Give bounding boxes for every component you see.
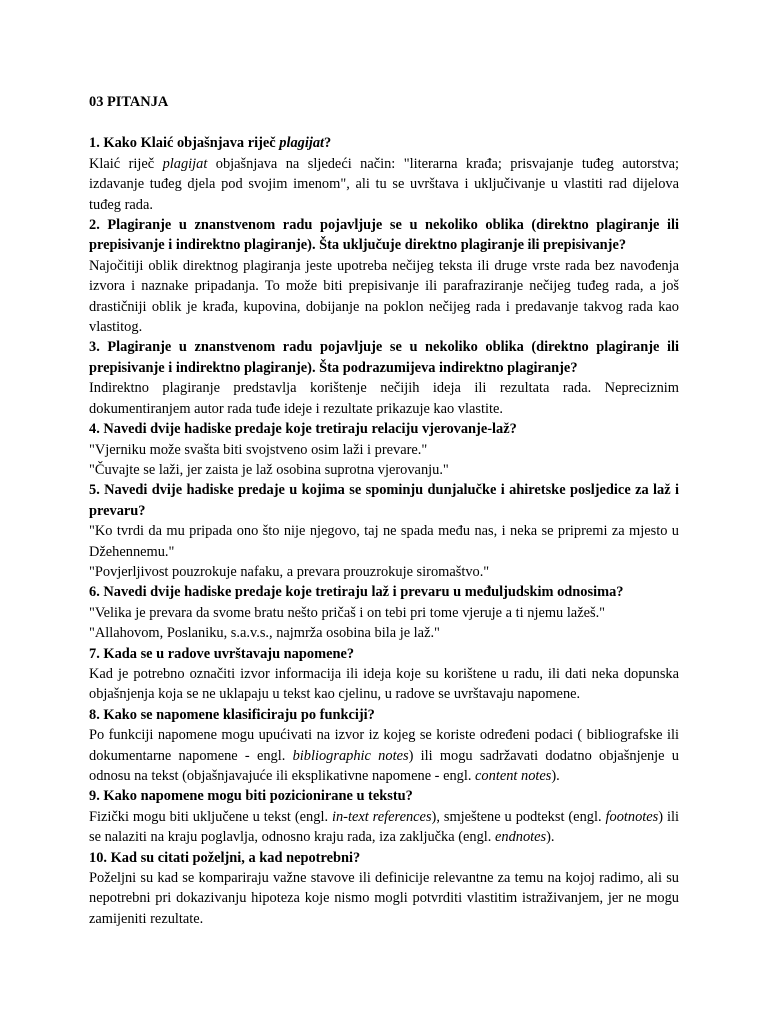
answer bbox=[89, 664, 679, 705]
question bbox=[89, 582, 679, 602]
text-run: "Čuvajte se laži, jer zaista je laž osobina suprotna vjerovanju." bbox=[89, 461, 449, 478]
text-run: 7. Kada se u radove uvrštavaju napomene? bbox=[89, 645, 355, 662]
text-run: Klaić riječ bbox=[89, 155, 163, 172]
answer bbox=[89, 460, 679, 480]
text-run: 6. Navedi dvije hadiske predaje koje tretiraju laž i prevaru u međuljudskim odnosima? bbox=[89, 584, 624, 601]
italic-term: plagijat bbox=[162, 155, 208, 172]
answer bbox=[89, 440, 679, 460]
question bbox=[89, 848, 679, 868]
italic-term: footnotes bbox=[605, 808, 659, 825]
text-run: ), smještene u podtekst (engl. bbox=[431, 808, 606, 825]
answer bbox=[89, 807, 679, 848]
document-body bbox=[89, 92, 679, 929]
text-run: Indirektno plagiranje predstavlja korištenje nečijih ideja ili rezultata rada. Nepreciznim dokumentiranjem autor rada tuđe ideje i rezultate prikazuje kao vlastite. bbox=[89, 380, 679, 417]
italic-term: bibliographic notes bbox=[292, 747, 409, 764]
text-run: objašnjava na sljedeći način: "literarna krađa; prisvajanje tuđeg autorstva; izdavanje tuđeg djela pod svojim imenom", ali tu se uvrštava i uključivanje u vlastiti rad dijelova tuđeg rada. bbox=[89, 155, 680, 213]
text-run: "Vjerniku može svašta biti svojstveno osim laži i prevare." bbox=[89, 441, 428, 458]
answer bbox=[89, 868, 679, 929]
text-run: ? bbox=[324, 135, 332, 152]
text-run: Fizički mogu biti uključene u tekst (engl. bbox=[89, 808, 332, 825]
italic-term: content notes bbox=[475, 768, 552, 784]
text-run: Poželjni su kad se kompariraju važne stavove ili definicije relevantne za temu na kojoj radimo, ali su nepotrebni pri dokazivanju hipoteza koje nismo mogli potvrditi vlastitim istraživanjem, jer ne mogu zamijeniti rezultate. bbox=[89, 870, 679, 927]
italic-term: plagijat bbox=[279, 135, 325, 152]
answer bbox=[89, 256, 679, 338]
italic-term: endnotes bbox=[494, 829, 547, 846]
question bbox=[89, 337, 679, 378]
answer bbox=[89, 562, 679, 582]
question bbox=[89, 419, 679, 439]
text-run: 5. Navedi dvije hadiske predaje u kojima se spominju dunjalučke i ahiretske posljedice za laž i prevaru? bbox=[89, 482, 679, 519]
question bbox=[89, 705, 679, 725]
question bbox=[89, 215, 679, 256]
question bbox=[89, 644, 679, 664]
text-run: ). bbox=[551, 768, 560, 784]
text-run: 9. Kako napomene mogu biti pozicionirane u tekstu? bbox=[89, 788, 413, 805]
text-run: Kad je potrebno označiti izvor informacija ili ideja koje su korištene u radu, ili dati neka dopunska objašnjenja koja se ne uklapaju u tekst kao cjelinu, u radove se uvrštavaju napomene. bbox=[89, 665, 679, 703]
text-run: 2. Plagiranje u znanstvenom radu pojavljuje se u nekoliko oblika (direktno plagiranje ili prepisivanje i indirektno plagiranje). Šta uključuje direktno plagiranje ili prepisivanje? bbox=[89, 217, 679, 254]
text-run: ). bbox=[546, 829, 555, 846]
answer bbox=[89, 603, 679, 623]
answer bbox=[89, 725, 679, 786]
text-run: Najočitiji oblik direktnog plagiranja jeste upotreba nečijeg teksta ili druge vrste rada bez navođenja izvora i naznake pripadanja. To može biti prepisivanje ili parafraziranje nečijeg tuđeg rada, a još drastičniji oblik je krađa, kupovina, dobijanje na poklon nečijeg rada i predavanje takvog rada kao vlastitog. bbox=[89, 257, 679, 336]
text-run: "Povjerljivost pouzrokuje nafaku, a prevara prouzrokuje siromaštvo." bbox=[89, 563, 490, 580]
question bbox=[89, 133, 679, 153]
question-list bbox=[89, 133, 679, 929]
answer bbox=[89, 154, 679, 215]
text-run: 4. Navedi dvije hadiske predaje koje tretiraju relaciju vjerovanje-laž? bbox=[89, 421, 517, 438]
answer bbox=[89, 521, 679, 562]
text-run: "Velika je prevara da svome bratu nešto pričaš i on tebi pri tome vjeruje a ti njemu lažeš." bbox=[89, 604, 606, 621]
text-run: ) ili se nalaziti na kraju poglavlja, odnosno kraju rada, iza zaključka (engl. bbox=[89, 808, 679, 846]
answer bbox=[89, 623, 679, 643]
text-run: 10. Kad su citati poželjni, a kad nepotrebni? bbox=[89, 849, 361, 866]
text-run: Po funkciji napomene mogu upućivati na izvor iz kojeg se koriste određeni podaci ( bibliografske ili dokumentarne napomene - engl. bbox=[89, 727, 679, 764]
question bbox=[89, 786, 679, 806]
text-run: ) ili mogu sadržavati dodatno objašnjenje u odnosu na tekst (objašnjavajuće ili eksplikativne napomene - engl. bbox=[89, 747, 679, 784]
italic-term: in-text references bbox=[331, 808, 432, 825]
text-run: "Ko tvrdi da mu pripada ono što nije njegovo, taj ne spada među nas, i neka se pripremi za mjesto u Džehennemu." bbox=[89, 523, 679, 560]
text-run: 3. Plagiranje u znanstvenom radu pojavljuje se u nekoliko oblika (direktno plagiranje ili prepisivanje i indirektno plagiranje). Šta podrazumijeva indirektno plagiranje? bbox=[89, 339, 679, 376]
text-run: 1. Kako Klaić objašnjava riječ bbox=[89, 135, 280, 152]
answer bbox=[89, 378, 679, 419]
text-run: "Allahovom, Poslaniku, s.a.v.s., najmrža osobina bila je laž." bbox=[89, 625, 440, 642]
page-title: 03 PITANJA bbox=[89, 94, 169, 110]
text-run: 8. Kako se napomene klasificiraju po funkciji? bbox=[89, 706, 375, 723]
question bbox=[89, 480, 679, 521]
